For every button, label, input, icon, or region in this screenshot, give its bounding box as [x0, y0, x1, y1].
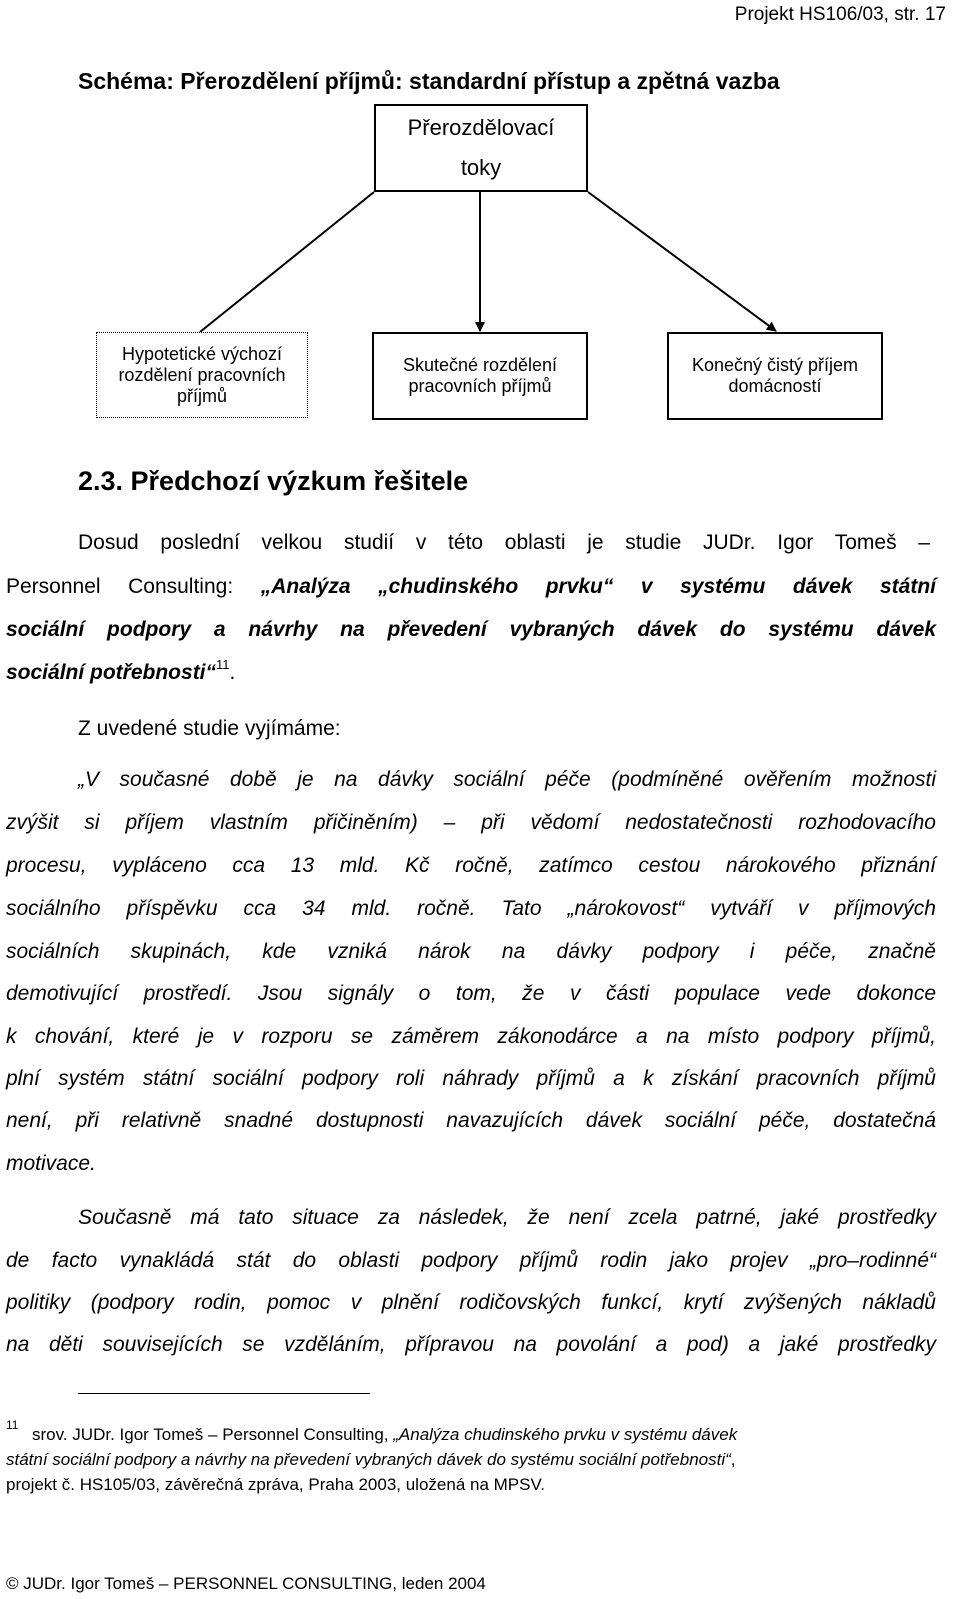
page-header: Projekt HS106/03, str. 17	[734, 4, 946, 25]
footnote-line-2-title: státní sociální podpory a návrhy na převedení vybraných dávek do systému sociální potřebnosti“	[6, 1450, 731, 1469]
quote-line-5: sociálních skupinách, kde vzniká nárok na dávky podpory i péče, značně	[6, 940, 936, 963]
footnote-line-1-plain: srov. JUDr. Igor Tomeš – Personnel Consulting,	[32, 1425, 394, 1444]
quote-line-9: není, při relativně snadné dostupnosti navazujících dávek sociální péče, dostatečná	[6, 1109, 936, 1132]
para2-intro: Z uvedené studie vyjímáme:	[78, 717, 341, 740]
para1-line-4	[6, 658, 936, 688]
para1-line-4-title: sociální potřebnosti“	[6, 661, 217, 684]
box-right-line-1: Konečný čistý příjem	[691, 355, 859, 375]
box-actual-income	[372, 332, 588, 420]
para1-line-2	[6, 572, 936, 602]
box-mid-line-1: Skutečné rozdělení	[402, 355, 558, 375]
quote-line-4: sociálního příspěvku cca 34 mld. ročně. Tato „nárokovost“ vytváří v příjmových	[6, 897, 936, 920]
footnote-line-1-title: „Analýza chudinského prvku v systému dávek	[393, 1425, 738, 1444]
para1-line-4-end: .	[229, 661, 236, 684]
para1-line-1-text: Dosud poslední velkou studií v této oblasti je studie JUDr. Igor Tomeš –	[78, 531, 930, 554]
box-mid-line-2: pracovních příjmů	[408, 376, 552, 396]
box-hypothetical-income	[96, 332, 308, 418]
para1-line-1	[78, 528, 930, 558]
box-redistribution-flows	[374, 104, 588, 192]
quote-line-6: demotivující prostředí. Jsou signály o tom, že v části populace vede dokonce	[6, 982, 936, 1005]
footnote-line-2-end: ,	[730, 1450, 736, 1469]
connector-right-arrow	[588, 192, 776, 331]
quote-line-8: plní systém státní sociální podpory roli náhrady příjmů a k získání pracovních příjmů	[6, 1067, 936, 1090]
schema-title: Schéma: Přerozdělení příjmů: standardní přístup a zpětná vazba	[78, 68, 780, 94]
quote-line-1: „V současné době je na dávky sociální péče (podmíněné ověřením možnosti	[78, 768, 936, 791]
para3-line-1: Současně má tato situace za následek, že není zcela patrné, jaké prostředky	[78, 1206, 936, 1229]
box-right-line-2: domácností	[728, 376, 822, 396]
box-top-line-1: Přerozdělovací	[407, 115, 555, 140]
connector-left	[200, 192, 374, 332]
page-footer: © JUDr. Igor Tomeš – PERSONNEL CONSULTING, leden 2004	[6, 1574, 486, 1593]
para3-line-2: de facto vynakládá stát do oblasti podpory příjmů rodin jako projev „pro–rodinné“	[6, 1249, 936, 1272]
footnote-number: 11	[6, 1418, 19, 1432]
para1-line-2-plain: Personnel Consulting:	[6, 575, 261, 598]
para3-line-4: na děti souvisejících se vzděláním, přípravou na povolání a pod) a jaké prostředky	[6, 1333, 936, 1356]
footnote-separator	[78, 1393, 370, 1394]
box-left-line-1: Hypotetické výchozí	[121, 343, 283, 364]
para3-line-3: politiky (podpory rodin, pomoc v plnění rodičovských funkcí, krytí zvýšených nákladů	[6, 1291, 936, 1314]
footnote-line-2	[6, 1449, 736, 1471]
footnote-ref-11: 11	[216, 657, 230, 672]
quote-line-10: motivace.	[6, 1152, 96, 1175]
box-left-line-2: rozdělení pracovních	[118, 364, 286, 385]
footnote-line-3: projekt č. HS105/03, závěrečná zpráva, Praha 2003, uložená na MPSV.	[6, 1475, 545, 1494]
box-top-line-2: toky	[460, 155, 502, 180]
quote-line-3: procesu, vypláceno cca 13 mld. Kč ročně, zatímco cestou nárokového přiznání	[6, 854, 936, 877]
quote-line-7: k chování, které je v rozporu se záměrem zákonodárce a na místo podpory příjmů,	[6, 1025, 936, 1048]
section-title: 2.3. Předchozí výzkum řešitele	[78, 466, 469, 496]
box-final-income	[667, 332, 883, 420]
quote-line-2: zvýšit si příjem vlastním přičiněním) – při vědomí nedostatečnosti rozhodovacího	[6, 811, 936, 834]
para1-line-2-title: „Analýza „chudinského prvku“ v systému dávek státní	[260, 575, 936, 598]
para1-line-3: sociální podpory a návrhy na převedení vybraných dávek do systému dávek	[6, 618, 936, 641]
box-left-line-3: příjmů	[176, 385, 227, 406]
footnote-line-1	[32, 1424, 737, 1446]
